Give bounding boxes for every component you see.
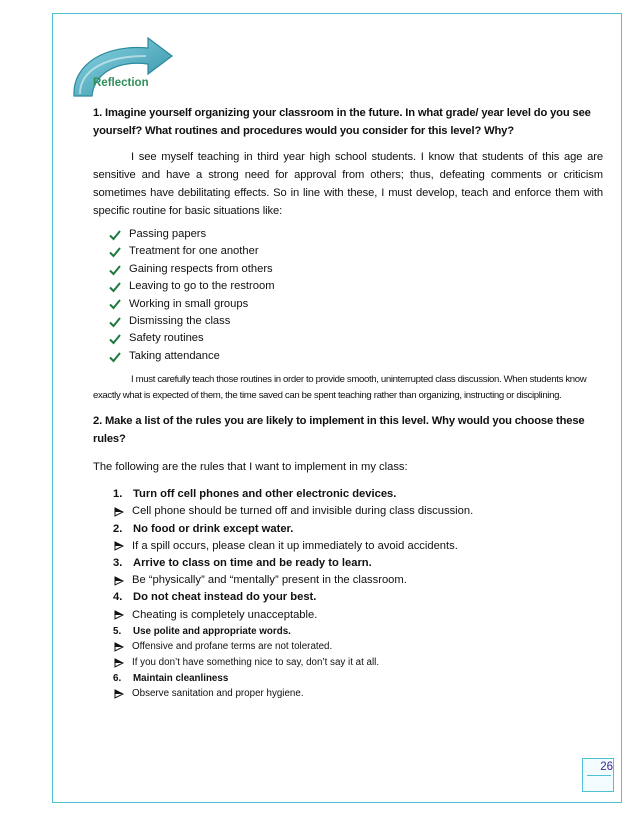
arrow-bullet-icon (114, 541, 124, 551)
arrow-bullet-icon (114, 642, 124, 652)
rule-detail: Be “physically” and “mentally” present in the classroom. (113, 572, 603, 589)
answer-2-intro: The following are the rules that I want to implement in my class: (93, 461, 408, 474)
checkmark-icon (109, 316, 121, 328)
list-item: Passing papers (109, 226, 603, 243)
rule-detail: If you don’t have something nice to say, don’t say it at all. (113, 655, 603, 671)
question-2 (93, 412, 603, 448)
arrow-bullet-icon (114, 689, 124, 699)
list-item: Treatment for one another (109, 243, 603, 260)
rule-title: 6. Maintain cleanliness (113, 672, 229, 684)
checkmark-icon (109, 281, 121, 293)
rule-detail: Cheating is completely unacceptable. (113, 607, 603, 624)
list-item: Safety routines (109, 330, 603, 347)
document-body (93, 104, 603, 702)
rules-list (113, 486, 603, 702)
routines-list (109, 226, 603, 365)
question-1-line-2: yourself? What routines and procedures would you consider for this level? Why? (93, 125, 514, 137)
question-1 (93, 104, 603, 140)
question-2-line-2: rules? (93, 433, 126, 446)
checkmark-icon (109, 298, 121, 310)
list-item: Dismissing the class (109, 313, 603, 330)
rule-title: 4. Do not cheat instead do your best. (113, 591, 317, 604)
rule-detail: If a spill occurs, please clean it up immediately to avoid accidents. (113, 538, 603, 555)
rule-title: 1. Turn off cell phones and other electronic devices. (113, 488, 397, 501)
list-item: Working in small groups (109, 296, 603, 313)
page-number-box (582, 758, 614, 792)
rule-detail: Observe sanitation and proper hygiene. (113, 686, 603, 702)
rule-detail: Cell phone should be turned off and invisible during class discussion. (113, 503, 603, 520)
question-2-line-1: 2. Make a list of the rules you are likely to implement in this level. Why would you choose these (93, 415, 585, 428)
arrow-bullet-icon (114, 576, 124, 586)
rule-detail: Offensive and profane terms are not tolerated. (113, 639, 603, 655)
answer-1-paragraph: I see myself teaching in third year high school students. I know that students of this age are sensitive and have a strong need for approval from others; thus, defeating comments or criticism sometimes have debilitating effects. So in line with these, I must develop, teach and enforce them with specific routine for basic situations like: (93, 151, 603, 217)
arrow-bullet-icon (114, 610, 124, 620)
rule-title: 5. Use polite and appropriate words. (113, 625, 291, 637)
answer-1-closing: I must carefully teach those routines in order to provide smooth, uninterrupted class discussion. When students know exactly what is expected of them, the time saved can be spent teaching rather than organizing, instructing or disciplining. (93, 374, 587, 401)
list-item: Gaining respects from others (109, 261, 603, 278)
checkmark-icon (109, 264, 121, 276)
question-1-line-1: 1. Imagine yourself organizing your classroom in the future. In what grade/ year level do you see (93, 107, 591, 119)
list-item: Taking attendance (109, 348, 603, 365)
rule-title: 3. Arrive to class on time and be ready to learn. (113, 557, 372, 570)
list-item: Leaving to go to the restroom (109, 278, 603, 295)
rule-title: 2. No food or drink except water. (113, 522, 294, 535)
page-number-underline (587, 775, 611, 776)
checkmark-icon (109, 246, 121, 258)
page-number: 26 (600, 761, 613, 773)
checkmark-icon (109, 333, 121, 345)
checkmark-icon (109, 351, 121, 363)
arrow-bullet-icon (114, 507, 124, 517)
section-label: Reflection (93, 77, 149, 89)
checkmark-icon (109, 229, 121, 241)
arrow-bullet-icon (114, 658, 124, 668)
curved-arrow-banner-icon (66, 34, 176, 104)
